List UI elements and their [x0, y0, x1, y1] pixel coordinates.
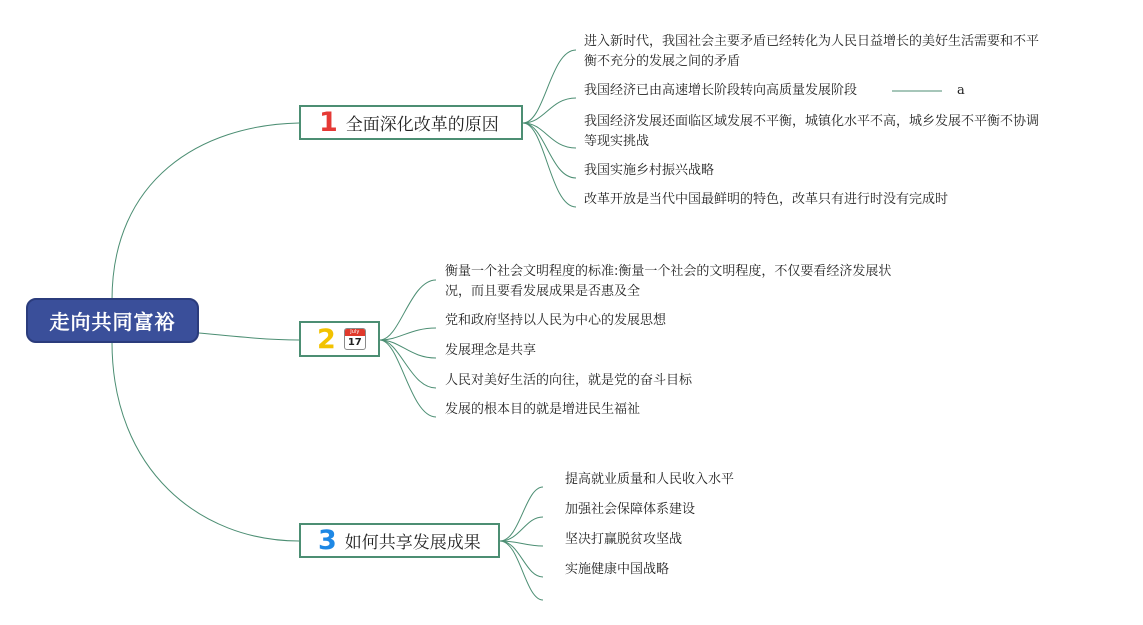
- number-1-icon: 1: [319, 107, 338, 138]
- topic-2-node[interactable]: [299, 321, 380, 357]
- connector-root-topic2: [199, 333, 299, 340]
- leaf-3-4[interactable]: 实施健康中国战略: [565, 562, 670, 577]
- topic-1-node[interactable]: [299, 105, 523, 140]
- leaf-2-3[interactable]: 发展理念是共享: [445, 343, 537, 358]
- connector-t2-leaf2: [380, 328, 436, 340]
- connector-t3-leaf5: [500, 541, 543, 600]
- leaf-2-4[interactable]: 人民对美好生活的向往，就是党的奋斗目标: [445, 373, 693, 388]
- connector-t3-leaf2: [500, 517, 543, 541]
- root-label: 走向共同富裕: [49, 310, 176, 334]
- leaf-3-3[interactable]: 坚决打赢脱贫攻坚战: [565, 532, 683, 547]
- leaf-3-2[interactable]: 加强社会保障体系建设: [565, 502, 696, 517]
- leaf-1-5[interactable]: 改革开放是当代中国最鲜明的特色，改革只有进行时没有完成时: [584, 192, 949, 207]
- connector-root-topic3: [112, 342, 299, 541]
- leaf-3-1[interactable]: 提高就业质量和人民收入水平: [565, 472, 735, 487]
- number-2-icon: 2: [317, 323, 336, 355]
- connector-t1-leaf1: [523, 50, 576, 123]
- topic-1-label: 全面深化改革的原因: [345, 115, 499, 135]
- calendar-icon: July 17: [344, 328, 366, 350]
- connector-t2-leaf1: [380, 280, 436, 340]
- connector-t1-leaf5: [523, 123, 576, 207]
- leaf-1-4[interactable]: 我国实施乡村振兴战略: [584, 163, 715, 178]
- leaf-note[interactable]: a: [957, 83, 965, 98]
- connector-t2-leaf5: [380, 340, 436, 417]
- leaf-2-5[interactable]: 发展的根本目的就是增进民生福祉: [445, 402, 641, 417]
- connector-t3-leaf4: [500, 541, 543, 577]
- root-node[interactable]: [26, 298, 199, 343]
- connector-t3-leaf1: [500, 487, 543, 541]
- topic-3-node[interactable]: [299, 523, 500, 558]
- connector-t2-leaf4: [380, 340, 436, 388]
- leaf-2-1[interactable]: 衡量一个社会文明程度的标准:衡量一个社会的文明程度，不仅要看经济发展状 况，而且要看发展成果是否惠及全: [445, 264, 892, 299]
- connector-root-topic1: [112, 123, 299, 300]
- topic-3-label: 如何共享发展成果: [344, 533, 481, 553]
- leaf-2-2[interactable]: 党和政府坚持以人民为中心的发展思想: [445, 313, 667, 328]
- leaf-1-2[interactable]: 我国经济已由高速增长阶段转向高质量发展阶段: [584, 83, 858, 98]
- leaf-1-1[interactable]: 进入新时代，我国社会主要矛盾已经转化为人民日益增长的美好生活需要和不平 衡不充分的发展之间的矛盾: [584, 34, 1040, 69]
- number-3-icon: 3: [318, 525, 337, 556]
- leaf-1-3[interactable]: 我国经济发展还面临区域发展不平衡，城镇化水平不高，城乡发展不平衡不协调 等现实挑战: [584, 114, 1040, 149]
